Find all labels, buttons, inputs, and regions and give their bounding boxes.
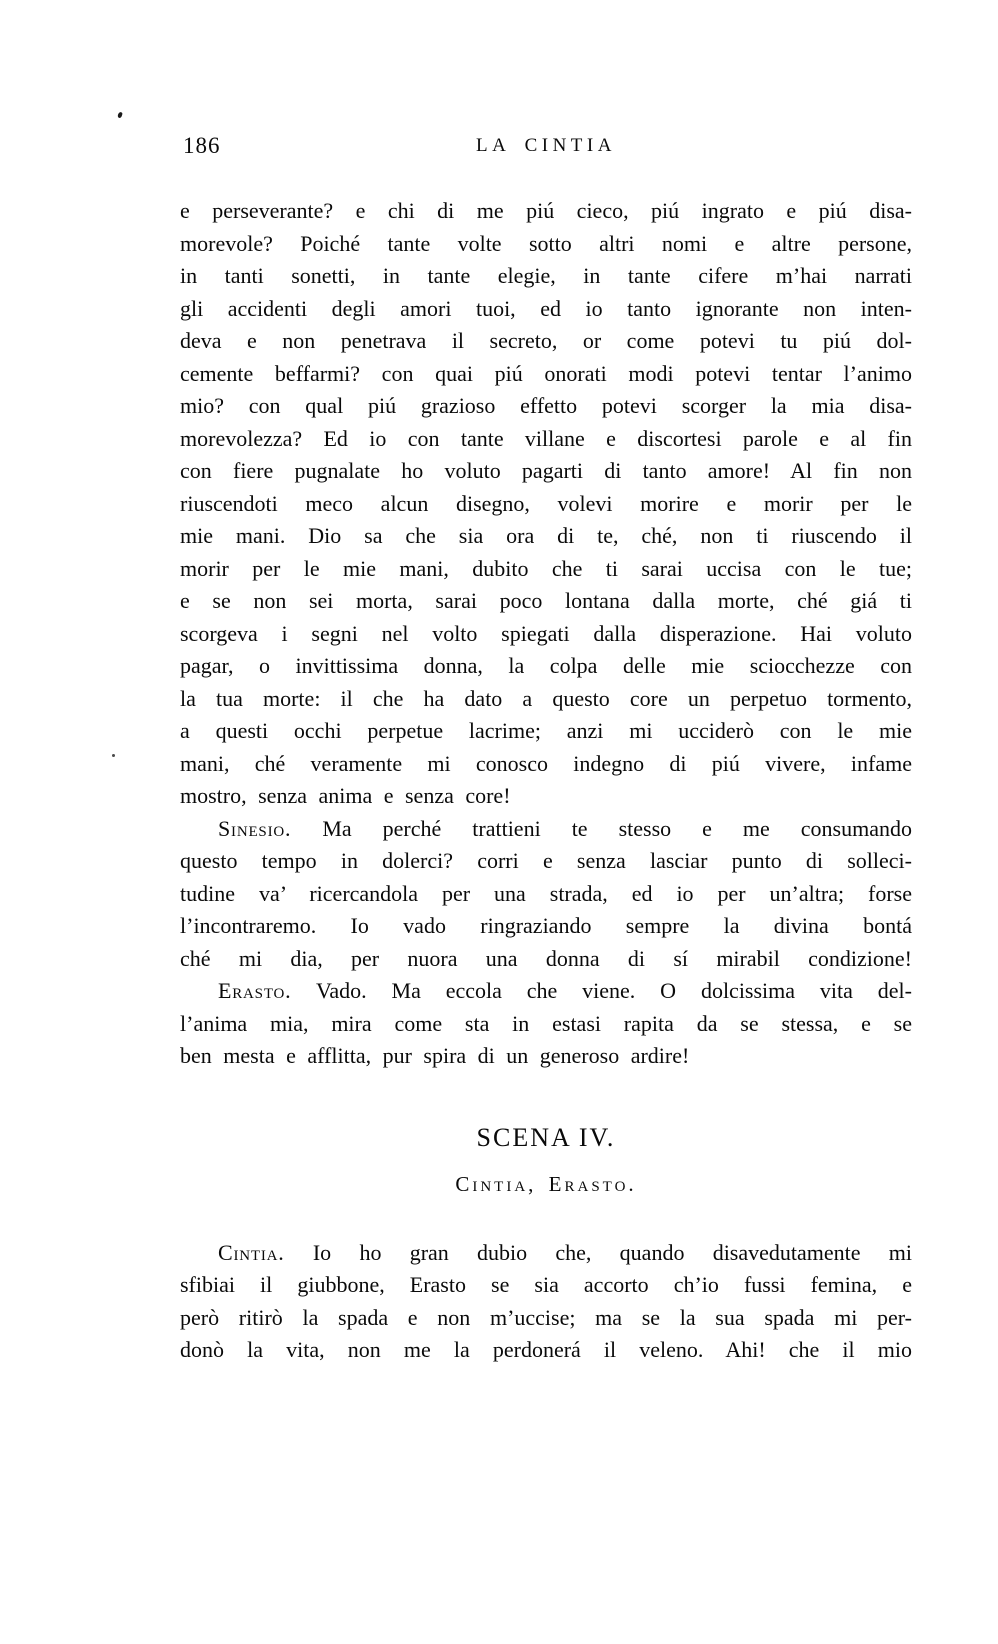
text-line: a questi occhi perpetue lacrime; anzi mi ucciderò con le mie	[180, 718, 912, 743]
page-body	[180, 195, 912, 1367]
speaker-name: Cintia.	[218, 1239, 285, 1265]
text-line: mie mani. Dio sa che sia ora di te, ché, non ti riuscendo il	[180, 523, 912, 548]
text-line: con fiere pugnalate ho voluto pagarti di tanto amore! Al fin non	[180, 458, 912, 483]
page-header	[180, 132, 912, 160]
speaker-name: Sinesio.	[218, 815, 292, 841]
text-line: e se non sei morta, sarai poco lontana dalla morte, ché giá ti	[180, 588, 912, 613]
text-line: in tanti sonetti, in tante elegie, in tante cifere m’hai narrati	[180, 263, 912, 288]
text-line-rest: Ma perché trattieni te stesso e me consumando	[322, 815, 912, 841]
text-line: però ritirò la spada e non m’uccise; ma se la sua spada mi per-	[180, 1304, 912, 1330]
text-line: riuscendoti meco alcun disegno, volevi morire e morir per le	[180, 490, 912, 516]
scan-speck	[112, 754, 115, 757]
text-line: scorgeva i segni nel volto spiegati dalla disperazione. Hai voluto	[180, 620, 912, 646]
text-line: la tua morte: il che ha dato a questo core un perpetuo tormento,	[180, 685, 912, 711]
text-line	[180, 1237, 912, 1270]
text-line: mostro, senza anima e senza core!	[180, 783, 511, 808]
text-line: ben mesta e afflitta, pur spira di un generoso ardire!	[180, 1043, 690, 1068]
text-line: pagar, o invittissima donna, la colpa delle mie sciocchezze con	[180, 653, 912, 678]
text-line	[180, 813, 912, 846]
text-line: deva e non penetrava il secreto, or come potevi tu piú dol-	[180, 328, 912, 353]
text-line-rest: Vado. Ma eccola che viene. O dolcissima vita del-	[315, 978, 912, 1003]
text-line-rest: Io ho gran dubio che, quando disavedutamente mi	[312, 1239, 913, 1265]
text-line: gli accidenti degli amori tuoi, ed io tanto ignorante non inten-	[180, 295, 912, 321]
text-line	[180, 975, 912, 1008]
scan-speck	[117, 112, 123, 119]
text-line: ché mi dia, per nuora una donna di sí mirabil condizione!	[180, 945, 912, 971]
text-line: e perseverante? e chi di me piú cieco, piú ingrato e piú disa-	[180, 198, 912, 223]
text-line: mani, ché veramente mi conosco indegno di piú vivere, infame	[180, 750, 912, 776]
page-number: 186	[183, 133, 221, 158]
text-line: mio? con qual piú grazioso effetto potevi scorger la mia disa-	[180, 393, 912, 418]
paragraph	[180, 975, 912, 1073]
paragraph	[180, 1237, 912, 1367]
paragraph	[180, 813, 912, 976]
text-line: tudine va’ ricercandola per una strada, ed io per un’altra; forse	[180, 880, 912, 906]
text-line: cemente beffarmi? con quai piú onorati modi potevi tentar l’animo	[180, 360, 912, 386]
text-line: sfibiai il giubbone, Erasto se sia accorto ch’io fussi femina, e	[180, 1272, 912, 1297]
text-line: donò la vita, non me la perdonerá il veleno. Ahi! che il mio	[180, 1337, 912, 1362]
text-line: questo tempo in dolerci? corri e senza lasciar punto di solleci-	[180, 848, 912, 873]
text-line: l’anima mia, mira come sta in estasi rapita da se stessa, e se	[180, 1010, 912, 1036]
text-line: morir per le mie mani, dubito che ti sarai uccisa con le tue;	[180, 555, 912, 581]
text-line: morevolezza? Ed io con tante villane e discortesi parole e al fin	[180, 425, 912, 451]
running-title: LA CINTIA	[476, 135, 616, 156]
text-line: morevole? Poiché tante volte sotto altri nomi e altre persone,	[180, 230, 912, 256]
scene-characters: Cintia, Erasto.	[455, 1171, 637, 1196]
scene-heading: SCENA IV.	[476, 1122, 616, 1152]
speaker-name: Erasto.	[218, 978, 292, 1003]
text-line: l’incontraremo. Io vado ringraziando sempre la divina bontá	[180, 913, 912, 938]
paragraph	[180, 195, 912, 813]
